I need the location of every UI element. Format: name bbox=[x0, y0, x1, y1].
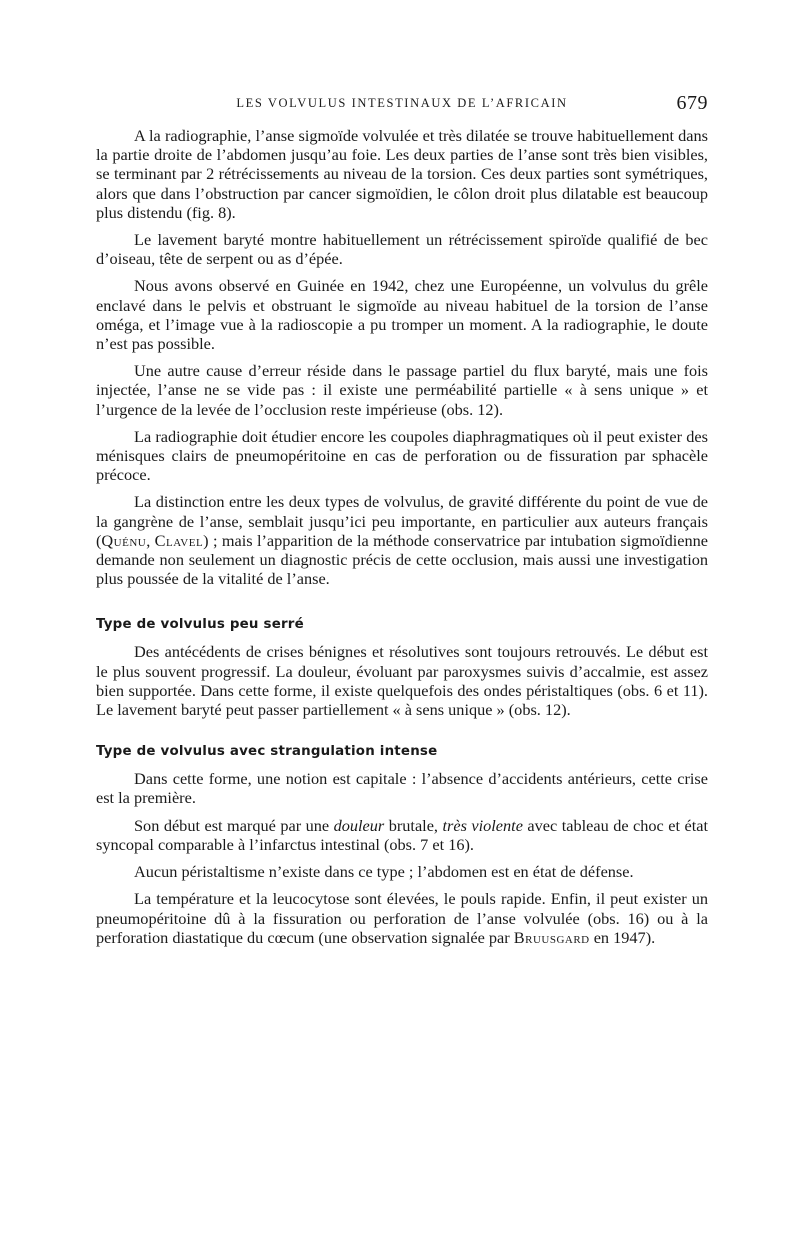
paragraph-lavement: Le lavement baryté montre habituellement un rétrécissement spiroïde qualifié de bec d’oiseau, tête de serpent ou as d’épée. bbox=[96, 230, 708, 269]
paragraph-coupoles: La radiographie doit étudier encore les coupoles diaphragmatiques où il peut exister des ménisques clairs de pneumopéritoine en cas de perforation ou de fissuration par sphacèle précoce. bbox=[96, 426, 708, 485]
paragraph-debut-text-a: Son début est marqué par une bbox=[134, 815, 334, 835]
section-heading-strangulation: Type de volvulus avec strangulation intense bbox=[96, 744, 438, 760]
author-separator: , bbox=[146, 530, 155, 550]
paragraph-distinction-text-a: La distinction entre les deux types de volvulus, de gravité différente du point de vue de la gangrène de l’anse, semblait jusqu’ici peu importante, en particulier aux auteurs français ( bbox=[96, 492, 708, 550]
paragraph-temperature bbox=[96, 889, 708, 947]
paragraph-temperature-text-b: en 1947). bbox=[589, 927, 656, 947]
paragraph-guinee: Nous avons observé en Guinée en 1942, chez une Européenne, un volvulus du grêle enclavé dans le pelvis et obstruant le sigmoïde au niveau habituel de la torsion de l’anse oméga, et l’image vue à la radioscopie a pu tromper un moment. A la radiographie, le doute n’est pas possible. bbox=[96, 276, 708, 354]
author-name-quenu: Quénu bbox=[101, 530, 147, 550]
running-header bbox=[96, 92, 708, 116]
paragraph-peristaltisme: Aucun péristaltisme n’existe dans ce type ; l’abdomen est en état de défense. bbox=[134, 862, 634, 882]
running-title: LES VOLVULUS INTESTINAUX DE L’AFRICAIN bbox=[236, 96, 568, 110]
paragraph-antecedents: Des antécédents de crises bénignes et résolutives sont toujours retrouvés. Le début est le plus souvent progressif. La douleur, évoluant par paroxysmes suivis d’accalmie, est assez bien supportée. Dans cette forme, il existe quelquefois des ondes péristaltiques (obs. 6 et 11). Le lavement baryté peut passer partiellement « à sens unique » (obs. 12). bbox=[96, 642, 708, 720]
paragraph-debut bbox=[96, 816, 708, 854]
emphasis-douleur: douleur bbox=[333, 815, 385, 835]
paragraph-distinction-text-b: ) ; mais l’apparition de la méthode conservatrice par intubation sigmoïdienne demande non seulement un diagnostic précis de cette occlusion, mais aussi une investigation plus poussée de la vitalité de l’anse. bbox=[96, 530, 708, 589]
paragraph-distinction bbox=[96, 492, 708, 588]
section-heading-peu-serre: Type de volvulus peu serré bbox=[96, 617, 304, 633]
page-number: 679 bbox=[676, 92, 708, 114]
author-name-bruusgard: Bruusgard bbox=[513, 927, 590, 947]
emphasis-tres-violente: très violente bbox=[442, 815, 523, 835]
author-name-clavel: Clavel bbox=[154, 530, 204, 550]
paragraph-temperature-text-a: La température et la leucocytose sont élevées, le pouls rapide. Enfin, il peut exister un pneumopéritoine dû à la fissuration ou perforation de l’anse volvulée (obs. 16) ou à la perforation diastatique du cœcum (une observation signalée par bbox=[96, 889, 708, 947]
article-body bbox=[96, 126, 708, 955]
paragraph-radiographie: A la radiographie, l’anse sigmoïde volvulée et très dilatée se trouve habituellement dans la partie droite de l’abdomen jusqu’au foie. Les deux parties de l’anse sont très bien visibles, se terminant par 2 rétrécissements au niveau de la torsion. Ces deux parties sont symétriques, alors que dans l’obstruction par cancer sigmoïdien, le côlon droit plus dilatable est beaucoup plus distendu (fig. 8). bbox=[96, 126, 708, 222]
paragraph-erreur: Une autre cause d’erreur réside dans le passage partiel du flux baryté, mais une fois injectée, l’anse ne se vide pas : il existe une perméabilité partielle « à sens unique » et l’urgence de la levée de l’occlusion reste impérieuse (obs. 12). bbox=[96, 361, 708, 419]
paragraph-debut-text-c: avec tableau de choc et état syncopal comparable à l’infarctus intestinal (obs. 7 et 16). bbox=[96, 815, 708, 854]
paragraph-notion-capitale: Dans cette forme, une notion est capitale : l’absence d’accidents antérieurs, cette crise est la première. bbox=[96, 769, 708, 808]
paragraph-debut-text-b: brutale, bbox=[384, 815, 443, 835]
